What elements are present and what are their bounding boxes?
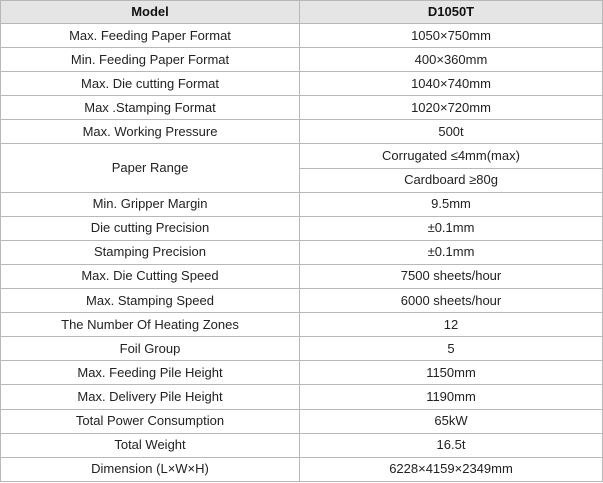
table-row <box>1 361 603 385</box>
row-value: 1040×740mm <box>300 72 603 96</box>
table-row <box>1 409 603 433</box>
header-model-value: D1050T <box>300 1 603 24</box>
table-row <box>1 24 603 48</box>
table-row <box>1 289 603 313</box>
row-label: Max. Feeding Pile Height <box>1 361 300 385</box>
row-value: 1050×750mm <box>300 24 603 48</box>
row-value: 16.5t <box>300 433 603 457</box>
table-header-row <box>1 1 603 24</box>
table-row <box>1 240 603 264</box>
row-value: 500t <box>300 120 603 144</box>
row-value: Corrugated ≤4mm(max) <box>300 144 603 168</box>
row-value: 6000 sheets/hour <box>300 289 603 313</box>
row-label: Max. Die cutting Format <box>1 72 300 96</box>
row-label: Max. Stamping Speed <box>1 289 300 313</box>
row-label: Max. Die Cutting Speed <box>1 264 300 288</box>
row-value: 65kW <box>300 409 603 433</box>
table-row <box>1 72 603 96</box>
row-label: Total Weight <box>1 433 300 457</box>
row-value: ±0.1mm <box>300 216 603 240</box>
row-label: Foil Group <box>1 337 300 361</box>
row-value: Cardboard ≥80g <box>300 168 603 192</box>
row-label: Max. Working Pressure <box>1 120 300 144</box>
row-value: 12 <box>300 313 603 337</box>
row-label: Stamping Precision <box>1 240 300 264</box>
row-label: Paper Range <box>1 144 300 192</box>
table-row <box>1 264 603 288</box>
table-row <box>1 48 603 72</box>
table-row <box>1 192 603 216</box>
row-label: Max .Stamping Format <box>1 96 300 120</box>
row-value: 6228×4159×2349mm <box>300 457 603 481</box>
table-row <box>1 457 603 481</box>
table-row <box>1 433 603 457</box>
table-row <box>1 313 603 337</box>
row-label: Min. Gripper Margin <box>1 192 300 216</box>
row-label: Die cutting Precision <box>1 216 300 240</box>
table-row <box>1 385 603 409</box>
row-label: Total Power Consumption <box>1 409 300 433</box>
row-value: 400×360mm <box>300 48 603 72</box>
row-value: 9.5mm <box>300 192 603 216</box>
row-value: 5 <box>300 337 603 361</box>
row-value: ±0.1mm <box>300 240 603 264</box>
header-model-label: Model <box>1 1 300 24</box>
row-value: 1150mm <box>300 361 603 385</box>
table-row <box>1 144 603 168</box>
row-label: Dimension (L×W×H) <box>1 457 300 481</box>
table-row <box>1 216 603 240</box>
row-value: 7500 sheets/hour <box>300 264 603 288</box>
row-label: Max. Feeding Paper Format <box>1 24 300 48</box>
table-row <box>1 337 603 361</box>
row-label: Min. Feeding Paper Format <box>1 48 300 72</box>
table-row <box>1 120 603 144</box>
table-row <box>1 96 603 120</box>
row-value: 1020×720mm <box>300 96 603 120</box>
row-label: Max. Delivery Pile Height <box>1 385 300 409</box>
row-label: The Number Of Heating Zones <box>1 313 300 337</box>
row-value: 1190mm <box>300 385 603 409</box>
